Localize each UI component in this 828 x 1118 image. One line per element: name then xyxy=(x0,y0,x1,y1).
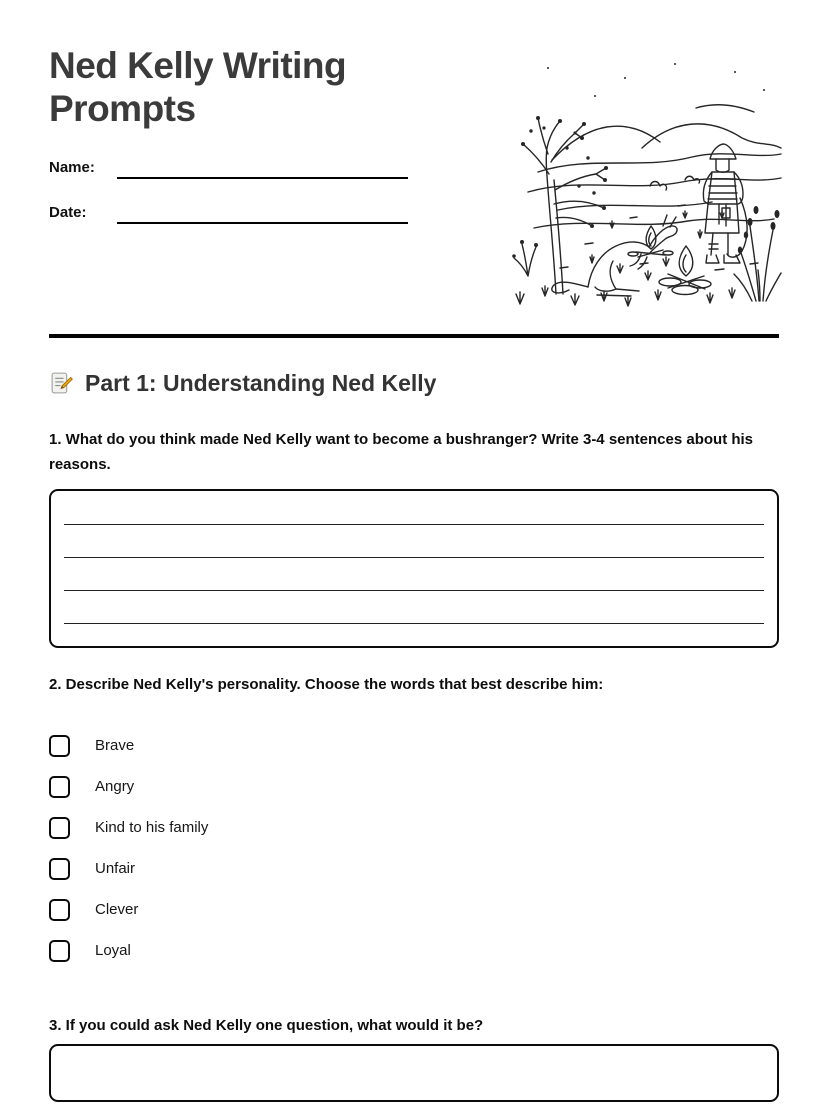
name-label: Name: xyxy=(49,159,95,176)
bush-scene-svg xyxy=(500,58,785,310)
part1-heading xyxy=(49,370,436,397)
name-field-row xyxy=(49,155,408,179)
writing-line xyxy=(64,524,764,525)
checkbox-angry[interactable] xyxy=(49,776,70,798)
checkbox-label-unfair: Unfair xyxy=(95,860,136,877)
personality-checklist xyxy=(49,734,208,980)
question-2: 2. Describe Ned Kelly's personality. Choose the words that best describe him: xyxy=(49,676,604,693)
checkbox-brave[interactable] xyxy=(49,735,70,757)
checkbox-label-clever: Clever xyxy=(95,901,139,918)
question-3: 3. If you could ask Ned Kelly one question, what would it be? xyxy=(49,1017,484,1034)
writing-line xyxy=(64,623,764,624)
checkbox-row-unfair[interactable] xyxy=(49,857,208,880)
memo-icon xyxy=(49,371,74,396)
checkbox-kind-to-his-family[interactable] xyxy=(49,817,70,839)
checkbox-row-angry[interactable] xyxy=(49,775,208,798)
writing-line xyxy=(64,590,764,591)
checkbox-row-kind-to-his-family[interactable] xyxy=(49,816,208,839)
page-title: Ned Kelly Writing Prompts xyxy=(49,45,347,129)
answer-box-q3[interactable] xyxy=(49,1044,779,1102)
bush-scene-illustration xyxy=(500,58,785,310)
date-label: Date: xyxy=(49,204,87,221)
checkbox-label-brave: Brave xyxy=(95,737,135,754)
checkbox-unfair[interactable] xyxy=(49,858,70,880)
name-input[interactable] xyxy=(117,155,408,179)
date-input[interactable] xyxy=(117,200,408,224)
checkbox-clever[interactable] xyxy=(49,899,70,921)
checkbox-row-brave[interactable] xyxy=(49,734,208,757)
answer-box-q1[interactable] xyxy=(49,489,779,648)
writing-line xyxy=(64,557,764,558)
checkbox-row-clever[interactable] xyxy=(49,898,208,921)
date-field-row xyxy=(49,200,408,224)
checkbox-label-loyal: Loyal xyxy=(95,942,131,959)
checkbox-row-loyal[interactable] xyxy=(49,939,208,962)
checkbox-label-angry: Angry xyxy=(95,778,135,795)
checkbox-label-kind-to-his-family: Kind to his family xyxy=(95,819,209,836)
part1-heading-text: Part 1: Understanding Ned Kelly xyxy=(85,370,437,396)
question-1: 1. What do you think made Ned Kelly want to become a bushranger? Write 3-4 sentences about his reasons. xyxy=(49,431,754,473)
section-divider xyxy=(49,334,779,338)
checkbox-loyal[interactable] xyxy=(49,940,70,962)
